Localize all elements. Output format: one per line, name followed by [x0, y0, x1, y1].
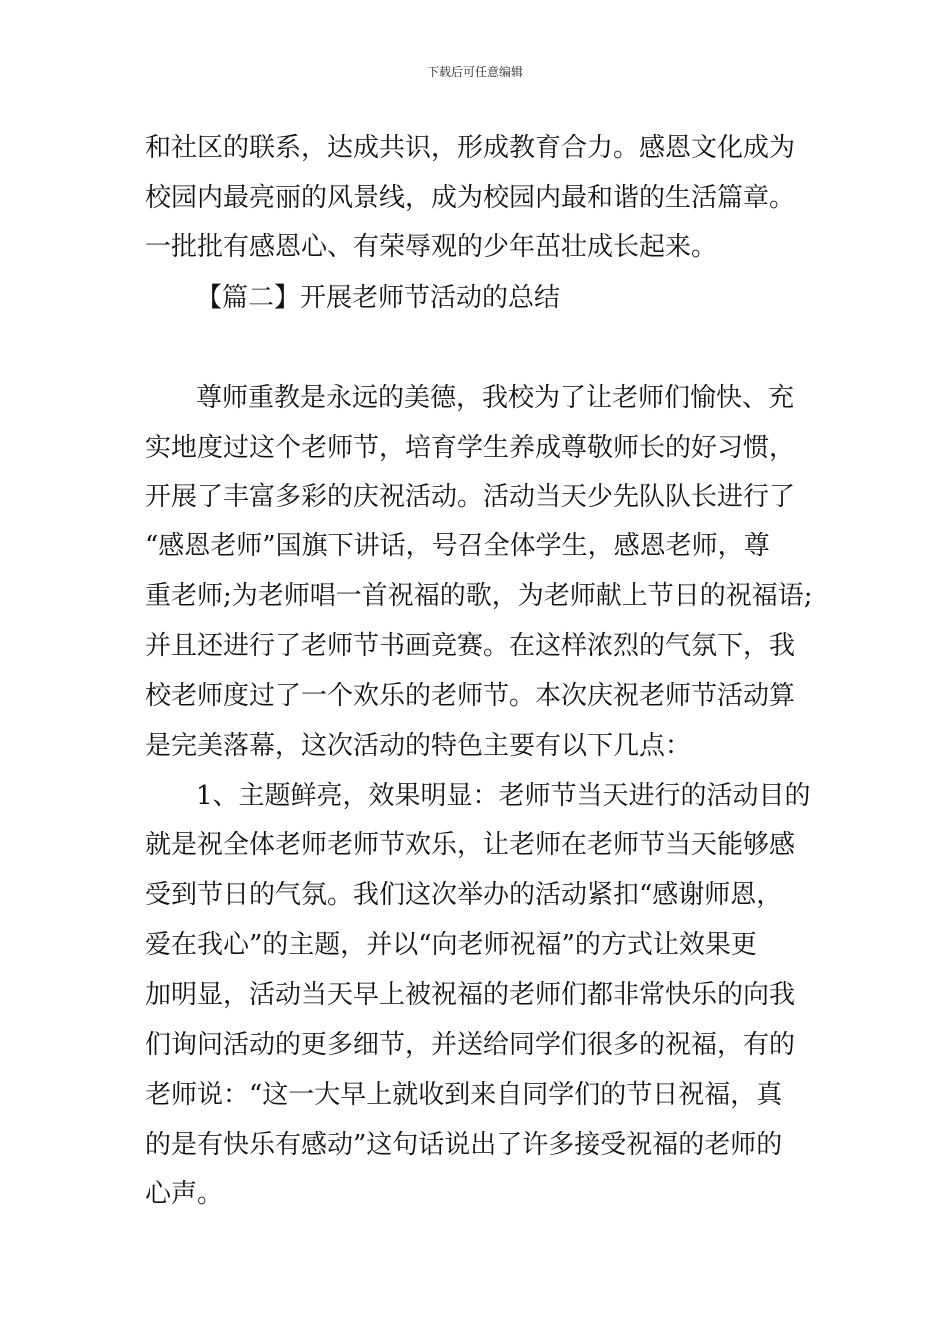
text-line: 校老师度过了一个欢乐的老师节。本次庆祝老师节活动算 — [145, 681, 796, 711]
text-line: 老师说：“这一大早上就收到来自同学们的节日祝福，真 — [145, 1080, 783, 1110]
text-line: 们询问活动的更多细节，并送给同学们很多的祝福，有的 — [145, 1030, 796, 1060]
text-line: 和社区的联系，达成共识，形成教育合力。感恩文化成为 — [145, 133, 796, 163]
text-line: 受到节日的气氛。我们这次举办的活动紧扣“感谢师恩， — [145, 880, 783, 910]
text-line: 就是祝全体老师老师节欢乐，让老师在老师节当天能够感 — [145, 830, 796, 860]
page-header-note: 下载后可任意编辑 — [426, 65, 523, 79]
text-line: 一批批有感恩心、有荣辱观的少年茁壮成长起来。 — [145, 232, 718, 262]
text-line: 尊师重教是永远的美德，我校为了让老师们愉快、充 — [196, 383, 795, 413]
section-heading: 【篇二】开展老师节活动的总结 — [196, 283, 561, 313]
text-line: 实地度过这个老师节，培育学生养成尊敬师长的好习惯， — [145, 433, 796, 463]
text-line: 并且还进行了老师节书画竞赛。在这样浓烈的气氛下，我 — [145, 631, 796, 661]
text-line: 重老师;为老师唱一首祝福的歌，为老师献上节日的祝福语; — [145, 581, 813, 611]
text-line: 1、主题鲜亮，效果明显：老师节当天进行的活动目的 — [196, 781, 811, 811]
text-line: 开展了丰富多彩的庆祝活动。活动当天少先队队长进行了 — [145, 482, 796, 512]
text-line: 加明显，活动当天早上被祝福的老师们都非常快乐的向我 — [145, 980, 796, 1010]
text-line: 爱在我心”的主题，并以“向老师祝福”的方式让效果更 — [145, 930, 757, 960]
text-line: 校园内最亮丽的风景线，成为校园内最和谐的生活篇章。 — [145, 183, 796, 213]
text-line: 是完美落幕，这次活动的特色主要有以下几点： — [145, 731, 692, 761]
text-line: “感恩老师”国旗下讲话，号召全体学生，感恩老师，尊 — [145, 531, 770, 561]
text-line: 的是有快乐有感动”这句话说出了许多接受祝福的老师的 — [145, 1130, 783, 1160]
text-line: 心声。 — [145, 1179, 224, 1209]
